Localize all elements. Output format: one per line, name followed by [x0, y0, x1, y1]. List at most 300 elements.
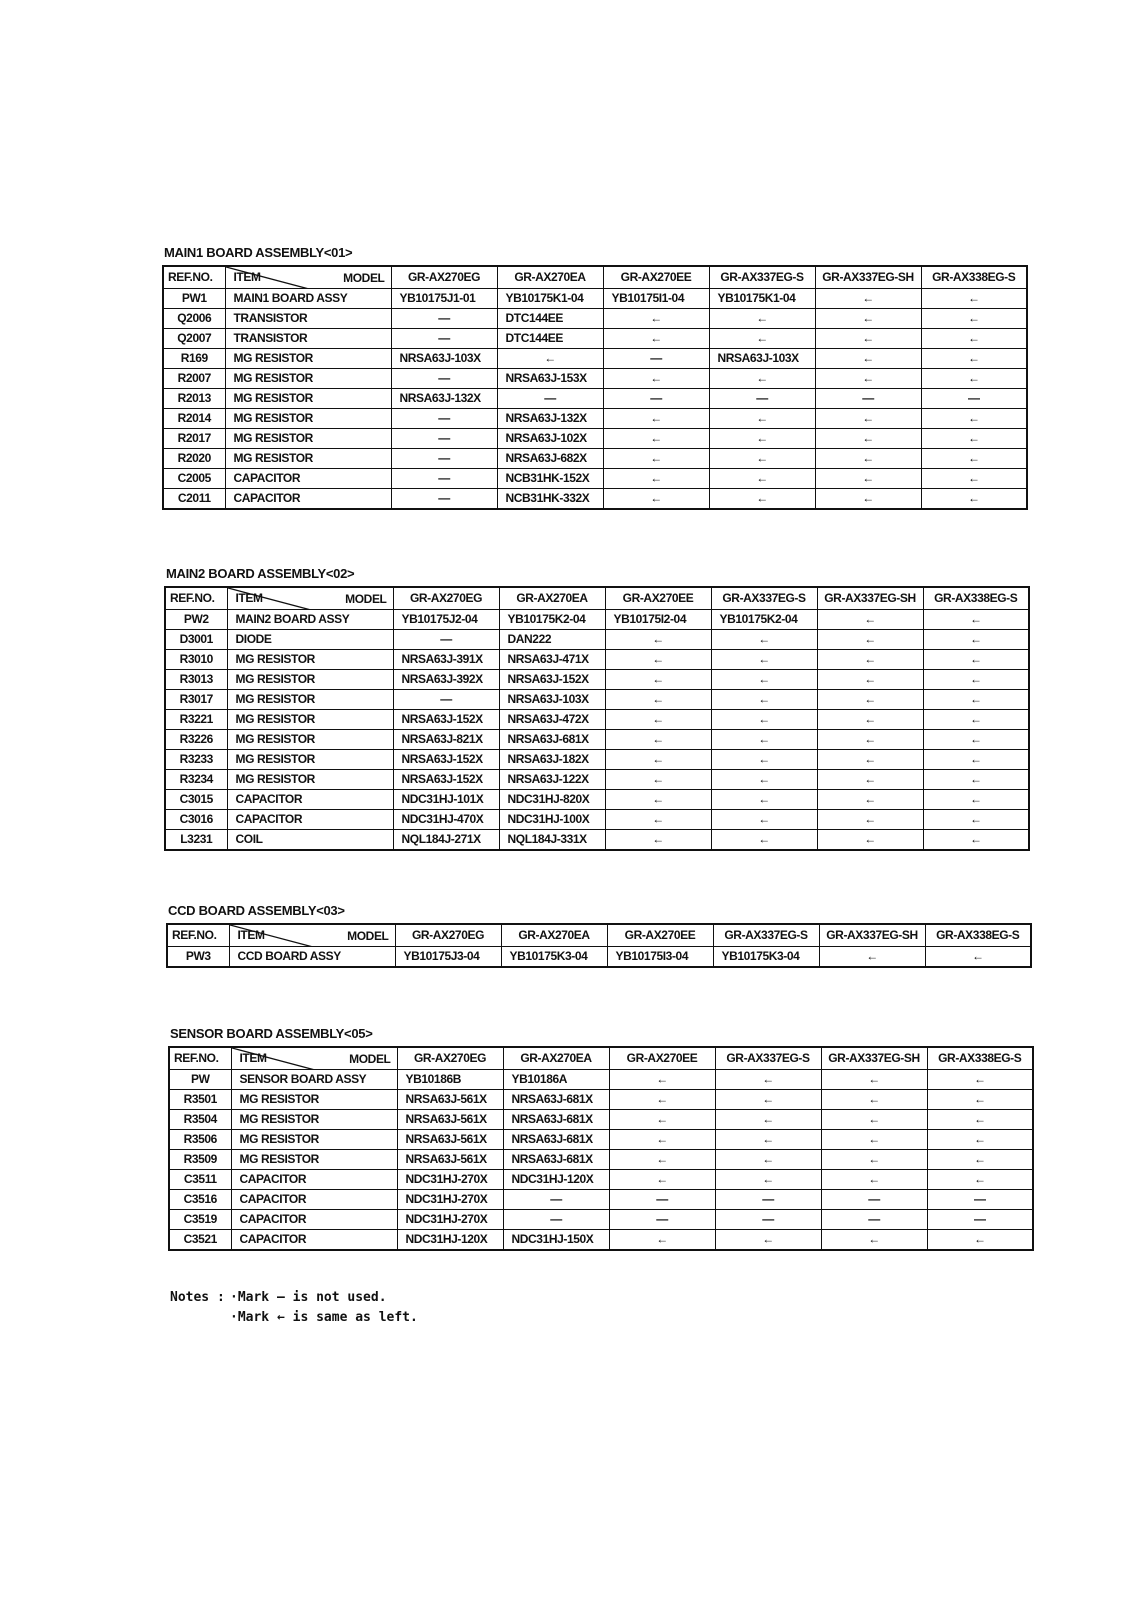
part-value-cell: YB10175J2-04 — [393, 610, 499, 630]
part-value-cell: NDC31HJ-270X — [397, 1210, 503, 1230]
item-cell: MG RESISTOR — [227, 710, 393, 730]
part-value-cell: ← — [815, 369, 921, 389]
part-value-cell: — — [391, 429, 497, 449]
part-value-cell: ← — [715, 1090, 821, 1110]
item-cell: CCD BOARD ASSY — [229, 947, 395, 968]
model-header: GR-AX270EA — [497, 266, 603, 289]
item-model-header — [229, 924, 395, 947]
part-value-cell: NRSA63J-152X — [393, 750, 499, 770]
item-cell: CAPACITOR — [231, 1190, 397, 1210]
section-title: CCD BOARD ASSEMBLY<03> — [168, 903, 345, 918]
part-value-cell: ← — [603, 369, 709, 389]
ref-no-cell: PW3 — [167, 947, 229, 968]
ref-no-cell: C3521 — [169, 1230, 231, 1251]
part-value-cell: NRSA63J-681X — [503, 1130, 609, 1150]
part-value-cell: ← — [921, 289, 1027, 309]
item-cell: MG RESISTOR — [225, 349, 391, 369]
part-value-cell: NRSA63J-821X — [393, 730, 499, 750]
part-value-cell: NRSA63J-153X — [497, 369, 603, 389]
table-row — [163, 329, 1027, 349]
part-value-cell: ← — [817, 690, 923, 710]
part-value-cell: ← — [711, 790, 817, 810]
item-cell: CAPACITOR — [227, 810, 393, 830]
ref-no-cell: R3017 — [165, 690, 227, 710]
part-value-cell: NRSA63J-471X — [499, 650, 605, 670]
part-value-cell: NRSA63J-152X — [393, 770, 499, 790]
part-value-cell: ← — [819, 947, 925, 968]
part-value-cell: NDC31HJ-270X — [397, 1190, 503, 1210]
part-value-cell: ← — [921, 489, 1027, 510]
part-value-cell: ← — [609, 1230, 715, 1251]
part-value-cell: ← — [715, 1150, 821, 1170]
item-model-header — [227, 587, 393, 610]
part-value-cell: ← — [923, 810, 1029, 830]
model-header: GR-AX337EG-SH — [817, 587, 923, 610]
item-cell: MAIN2 BOARD ASSY — [227, 610, 393, 630]
ref-no-cell: R3501 — [169, 1090, 231, 1110]
ref-no-cell: C2005 — [163, 469, 225, 489]
part-value-cell: — — [503, 1210, 609, 1230]
model-header: GR-AX338EG-S — [927, 1047, 1033, 1070]
model-header-label: MODEL — [343, 271, 385, 285]
item-cell: CAPACITOR — [225, 469, 391, 489]
part-value-cell: ← — [605, 670, 711, 690]
part-value-cell: ← — [921, 449, 1027, 469]
ref-no-cell: C3016 — [165, 810, 227, 830]
part-value-cell: ← — [605, 690, 711, 710]
item-cell: MG RESISTOR — [231, 1110, 397, 1130]
table-row — [169, 1190, 1033, 1210]
ref-no-cell: C3519 — [169, 1210, 231, 1230]
part-value-cell: ← — [927, 1170, 1033, 1190]
item-cell: MG RESISTOR — [227, 650, 393, 670]
table-row — [163, 449, 1027, 469]
table-row — [169, 1210, 1033, 1230]
table-row — [169, 1090, 1033, 1110]
part-value-cell: ← — [925, 947, 1031, 968]
item-cell: MAIN1 BOARD ASSY — [225, 289, 391, 309]
table-row — [163, 489, 1027, 510]
part-value-cell: ← — [711, 630, 817, 650]
part-value-cell: ← — [817, 670, 923, 690]
item-cell: SENSOR BOARD ASSY — [231, 1070, 397, 1090]
model-header: GR-AX338EG-S — [925, 924, 1031, 947]
model-header: GR-AX337EG-S — [709, 266, 815, 289]
part-value-cell: ← — [815, 349, 921, 369]
part-value-cell: ← — [603, 409, 709, 429]
model-header: GR-AX338EG-S — [921, 266, 1027, 289]
ref-no-cell: R3506 — [169, 1130, 231, 1150]
table-row — [169, 1070, 1033, 1090]
part-value-cell: ← — [923, 650, 1029, 670]
item-cell: MG RESISTOR — [227, 670, 393, 690]
part-value-cell: ← — [709, 489, 815, 510]
item-header-label: ITEM — [235, 591, 263, 605]
part-value-cell: ← — [921, 349, 1027, 369]
part-value-cell: ← — [605, 630, 711, 650]
part-value-cell: ← — [709, 409, 815, 429]
part-value-cell: NRSA63J-682X — [497, 449, 603, 469]
table-row — [163, 309, 1027, 329]
ref-no-cell: R2020 — [163, 449, 225, 469]
part-value-cell: ← — [815, 329, 921, 349]
model-header-label: MODEL — [345, 592, 387, 606]
part-value-cell: ← — [927, 1110, 1033, 1130]
table-row — [165, 830, 1029, 851]
part-value-cell: ← — [603, 489, 709, 510]
part-value-cell: — — [391, 369, 497, 389]
part-value-cell: ← — [711, 710, 817, 730]
part-value-cell: YB10186B — [397, 1070, 503, 1090]
table-row — [169, 1170, 1033, 1190]
part-value-cell: ← — [921, 369, 1027, 389]
part-value-cell: ← — [605, 830, 711, 851]
part-value-cell: ← — [817, 630, 923, 650]
ref-no-cell: C3516 — [169, 1190, 231, 1210]
part-value-cell: ← — [709, 369, 815, 389]
model-header-label: MODEL — [349, 1052, 391, 1066]
part-value-cell: ← — [927, 1090, 1033, 1110]
part-value-cell: ← — [605, 750, 711, 770]
model-header: GR-AX270EE — [603, 266, 709, 289]
table-row — [163, 289, 1027, 309]
part-value-cell: NRSA63J-681X — [503, 1150, 609, 1170]
ref-no-cell: Q2007 — [163, 329, 225, 349]
table-row — [169, 1110, 1033, 1130]
ref-no-cell: D3001 — [165, 630, 227, 650]
part-value-cell: ← — [715, 1170, 821, 1190]
part-value-cell: ← — [821, 1070, 927, 1090]
item-header-label: ITEM — [237, 928, 265, 942]
part-value-cell: ← — [821, 1170, 927, 1190]
section-sensor — [168, 1026, 1034, 1251]
part-value-cell: ← — [821, 1230, 927, 1251]
item-cell: CAPACITOR — [231, 1230, 397, 1251]
part-value-cell: ← — [815, 309, 921, 329]
part-value-cell: ← — [609, 1070, 715, 1090]
part-value-cell: ← — [815, 489, 921, 510]
part-value-cell: ← — [927, 1070, 1033, 1090]
model-header: GR-AX270EE — [609, 1047, 715, 1070]
ref-no-cell: PW2 — [165, 610, 227, 630]
part-value-cell: — — [927, 1190, 1033, 1210]
part-value-cell: ← — [817, 730, 923, 750]
item-cell: MG RESISTOR — [227, 770, 393, 790]
part-value-cell: YB10175I1-04 — [603, 289, 709, 309]
part-value-cell: — — [497, 389, 603, 409]
ref-no-cell: PW — [169, 1070, 231, 1090]
part-value-cell: NRSA63J-681X — [503, 1090, 609, 1110]
table-row — [169, 1150, 1033, 1170]
part-value-cell: NRSA63J-681X — [499, 730, 605, 750]
item-model-header — [225, 266, 391, 289]
part-value-cell: ← — [817, 790, 923, 810]
part-value-cell: ← — [923, 690, 1029, 710]
model-header: GR-AX270EG — [391, 266, 497, 289]
part-value-cell: ← — [609, 1150, 715, 1170]
table-row — [163, 349, 1027, 369]
ref-no-cell: Q2006 — [163, 309, 225, 329]
item-cell: CAPACITOR — [231, 1170, 397, 1190]
part-value-cell: — — [927, 1210, 1033, 1230]
part-value-cell: ← — [923, 670, 1029, 690]
part-value-cell: ← — [815, 429, 921, 449]
model-header: GR-AX338EG-S — [923, 587, 1029, 610]
part-value-cell: NRSA63J-561X — [397, 1150, 503, 1170]
ref-no-cell: L3231 — [165, 830, 227, 851]
header-row — [165, 587, 1029, 610]
item-cell: TRANSISTOR — [225, 329, 391, 349]
part-value-cell: NRSA63J-182X — [499, 750, 605, 770]
ref-no-cell: R3504 — [169, 1110, 231, 1130]
item-cell: MG RESISTOR — [225, 449, 391, 469]
item-model-header — [231, 1047, 397, 1070]
part-value-cell: ← — [923, 790, 1029, 810]
part-value-cell: ← — [609, 1110, 715, 1130]
part-value-cell: ← — [923, 730, 1029, 750]
parts-table — [162, 265, 1028, 510]
part-value-cell: — — [815, 389, 921, 409]
part-value-cell: NDC31HJ-120X — [503, 1170, 609, 1190]
part-value-cell: NRSA63J-681X — [503, 1110, 609, 1130]
section-main2 — [164, 566, 1030, 851]
part-value-cell: ← — [603, 309, 709, 329]
part-value-cell: ← — [921, 329, 1027, 349]
part-value-cell: ← — [715, 1070, 821, 1090]
part-value-cell: NDC31HJ-120X — [397, 1230, 503, 1251]
part-value-cell: NDC31HJ-150X — [503, 1230, 609, 1251]
ref-no-cell: R2014 — [163, 409, 225, 429]
part-value-cell: ← — [603, 329, 709, 349]
part-value-cell: ← — [817, 610, 923, 630]
part-value-cell: — — [391, 449, 497, 469]
part-value-cell: — — [391, 489, 497, 510]
part-value-cell: YB10175K3-04 — [501, 947, 607, 968]
table-row — [165, 630, 1029, 650]
part-value-cell: ← — [921, 309, 1027, 329]
table-row — [165, 810, 1029, 830]
part-value-cell: YB10175K2-04 — [711, 610, 817, 630]
part-value-cell: ← — [603, 449, 709, 469]
item-cell: MG RESISTOR — [231, 1150, 397, 1170]
item-cell: CAPACITOR — [227, 790, 393, 810]
model-header: GR-AX337EG-SH — [815, 266, 921, 289]
item-cell: MG RESISTOR — [231, 1130, 397, 1150]
part-value-cell: ← — [711, 750, 817, 770]
section-title: SENSOR BOARD ASSEMBLY<05> — [170, 1026, 373, 1041]
part-value-cell: ← — [497, 349, 603, 369]
table-row — [165, 750, 1029, 770]
model-header: GR-AX270EG — [395, 924, 501, 947]
part-value-cell: ← — [927, 1230, 1033, 1251]
header-row — [169, 1047, 1033, 1070]
model-header: GR-AX270EG — [397, 1047, 503, 1070]
model-header: GR-AX270EA — [503, 1047, 609, 1070]
item-cell: CAPACITOR — [231, 1210, 397, 1230]
item-cell: MG RESISTOR — [225, 409, 391, 429]
part-value-cell: NQL184J-271X — [393, 830, 499, 851]
table-row — [165, 770, 1029, 790]
table-row — [163, 469, 1027, 489]
part-value-cell: ← — [923, 770, 1029, 790]
item-cell: MG RESISTOR — [225, 369, 391, 389]
table-row — [169, 1230, 1033, 1251]
model-header: GR-AX337EG-S — [711, 587, 817, 610]
part-value-cell: ← — [609, 1170, 715, 1190]
part-value-cell: ← — [711, 650, 817, 670]
item-header-label: ITEM — [233, 270, 261, 284]
model-header: GR-AX337EG-S — [715, 1047, 821, 1070]
table-row — [163, 429, 1027, 449]
ref-no-cell: R3509 — [169, 1150, 231, 1170]
part-value-cell: YB10175I2-04 — [605, 610, 711, 630]
part-value-cell: NCB31HK-332X — [497, 489, 603, 510]
part-value-cell: ← — [817, 650, 923, 670]
ref-no-cell: R3233 — [165, 750, 227, 770]
ref-no-header: REF.NO. — [167, 924, 229, 947]
part-value-cell: — — [715, 1190, 821, 1210]
part-value-cell: ← — [709, 329, 815, 349]
section-ccd — [166, 903, 1032, 968]
part-value-cell: ← — [815, 409, 921, 429]
part-value-cell: ← — [605, 770, 711, 790]
part-value-cell: — — [715, 1210, 821, 1230]
part-value-cell: ← — [709, 469, 815, 489]
section-title: MAIN2 BOARD ASSEMBLY<02> — [166, 566, 355, 581]
table-row — [167, 947, 1031, 968]
parts-table — [168, 1046, 1034, 1251]
part-value-cell: ← — [709, 309, 815, 329]
part-value-cell: NRSA63J-392X — [393, 670, 499, 690]
part-value-cell: ← — [715, 1130, 821, 1150]
part-value-cell: ← — [711, 690, 817, 710]
part-value-cell: NDC31HJ-101X — [393, 790, 499, 810]
model-header: GR-AX270EA — [501, 924, 607, 947]
item-cell: MG RESISTOR — [227, 730, 393, 750]
part-value-cell: ← — [921, 429, 1027, 449]
table-row — [169, 1130, 1033, 1150]
part-value-cell: ← — [923, 630, 1029, 650]
model-header: GR-AX270EE — [605, 587, 711, 610]
ref-no-cell: R3010 — [165, 650, 227, 670]
part-value-cell: ← — [817, 770, 923, 790]
part-value-cell: ← — [815, 289, 921, 309]
ref-no-cell: C2011 — [163, 489, 225, 510]
part-value-cell: ← — [609, 1090, 715, 1110]
part-value-cell: YB10186A — [503, 1070, 609, 1090]
part-value-cell: ← — [821, 1150, 927, 1170]
part-value-cell: — — [393, 630, 499, 650]
part-value-cell: YB10175K1-04 — [497, 289, 603, 309]
part-value-cell: ← — [603, 469, 709, 489]
part-value-cell: ← — [605, 810, 711, 830]
part-value-cell: NRSA63J-122X — [499, 770, 605, 790]
part-value-cell: ← — [815, 469, 921, 489]
part-value-cell: NRSA63J-561X — [397, 1110, 503, 1130]
part-value-cell: ← — [715, 1230, 821, 1251]
part-value-cell: ← — [609, 1130, 715, 1150]
model-header: GR-AX270EE — [607, 924, 713, 947]
ref-no-cell: R2013 — [163, 389, 225, 409]
part-value-cell: — — [391, 409, 497, 429]
part-value-cell: ← — [927, 1130, 1033, 1150]
part-value-cell: ← — [923, 710, 1029, 730]
part-value-cell: NRSA63J-103X — [709, 349, 815, 369]
ref-no-header: REF.NO. — [163, 266, 225, 289]
part-value-cell: NRSA63J-103X — [499, 690, 605, 710]
part-value-cell: NRSA63J-561X — [397, 1130, 503, 1150]
note-not-used: ·Mark — is not used. — [230, 1290, 387, 1305]
part-value-cell: NRSA63J-152X — [499, 670, 605, 690]
part-value-cell: ← — [711, 830, 817, 851]
part-value-cell: — — [391, 309, 497, 329]
part-value-cell: NRSA63J-472X — [499, 710, 605, 730]
model-header: GR-AX337EG-SH — [821, 1047, 927, 1070]
ref-no-cell: R2007 — [163, 369, 225, 389]
ref-no-cell: R3013 — [165, 670, 227, 690]
ref-no-cell: R169 — [163, 349, 225, 369]
part-value-cell: NRSA63J-132X — [497, 409, 603, 429]
part-value-cell: ← — [817, 830, 923, 851]
part-value-cell: — — [821, 1210, 927, 1230]
part-value-cell: NRSA63J-152X — [393, 710, 499, 730]
item-cell: DIODE — [227, 630, 393, 650]
ref-no-cell: PW1 — [163, 289, 225, 309]
ref-no-cell: R3234 — [165, 770, 227, 790]
table-row — [165, 790, 1029, 810]
part-value-cell: — — [391, 469, 497, 489]
part-value-cell: — — [603, 389, 709, 409]
parts-table — [166, 923, 1032, 968]
ref-no-cell: R3226 — [165, 730, 227, 750]
part-value-cell: — — [921, 389, 1027, 409]
part-value-cell: ← — [821, 1110, 927, 1130]
ref-no-header: REF.NO. — [169, 1047, 231, 1070]
model-header: GR-AX337EG-SH — [819, 924, 925, 947]
part-value-cell: — — [393, 690, 499, 710]
part-value-cell: ← — [821, 1130, 927, 1150]
table-row — [163, 369, 1027, 389]
part-value-cell: NDC31HJ-820X — [499, 790, 605, 810]
part-value-cell: YB10175K1-04 — [709, 289, 815, 309]
part-value-cell: ← — [709, 449, 815, 469]
item-cell: MG RESISTOR — [225, 429, 391, 449]
item-cell: MG RESISTOR — [231, 1090, 397, 1110]
part-value-cell: NRSA63J-391X — [393, 650, 499, 670]
ref-no-cell: C3511 — [169, 1170, 231, 1190]
part-value-cell: ← — [711, 670, 817, 690]
table-row — [165, 610, 1029, 630]
part-value-cell: ← — [603, 429, 709, 449]
part-value-cell: — — [609, 1210, 715, 1230]
part-value-cell: ← — [709, 429, 815, 449]
part-value-cell: ← — [605, 730, 711, 750]
part-value-cell: — — [391, 329, 497, 349]
table-row — [165, 650, 1029, 670]
note-same-as-left: ·Mark ← is same as left. — [230, 1310, 418, 1325]
part-value-cell: — — [709, 389, 815, 409]
part-value-cell: DAN222 — [499, 630, 605, 650]
part-value-cell: ← — [815, 449, 921, 469]
part-value-cell: NDC31HJ-270X — [397, 1170, 503, 1190]
part-value-cell: — — [821, 1190, 927, 1210]
part-value-cell: ← — [605, 710, 711, 730]
table-row — [165, 730, 1029, 750]
item-cell: MG RESISTOR — [225, 389, 391, 409]
table-row — [165, 710, 1029, 730]
part-value-cell: — — [609, 1190, 715, 1210]
part-value-cell: NRSA63J-103X — [391, 349, 497, 369]
